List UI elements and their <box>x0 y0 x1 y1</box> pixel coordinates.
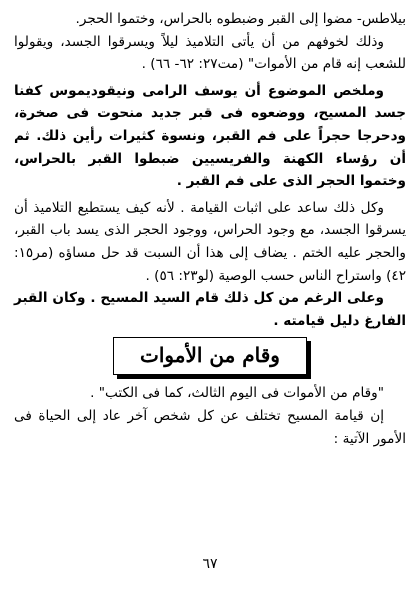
paragraph-conclusion: وعلى الرغم من كل ذلك قام السيد المسيح . وكان القبر الفارغ دليل قيامته . <box>14 290 406 329</box>
page-body <box>14 8 406 450</box>
paragraph-continuation: بيلاطس- مضوا إلى القبر وضبطوه بالحراس، وختموا الحجر. <box>75 11 406 27</box>
page-number: ٦٧ <box>202 556 218 572</box>
paragraph-differences-intro: إن قيامة المسيح تختلف عن كل شخص آخر عاد إلى الحياة فى الأمور الآتية : <box>14 407 406 447</box>
paragraph-creed-quote: "وقام من الأموات فى اليوم الثالث، كما فى الكتب" . <box>90 385 384 402</box>
paragraph-fear-of-theft: وذلك لخوفهم من أن يأتى التلاميذ ليلاً ويسرقوا الجسد، ويقولوا للشعب إنه قام من الأموات" (مت٢٧: ٦٢- ٦٦) . <box>14 33 406 73</box>
paragraph-summary: وملخص الموضوع أن يوسف الرامى ونيقوديموس كفنا جسد المسيح، ووضعوه فى قبر جديد منحوت فى صخرة، ودحرجا حجراً على فم القبر، ونسوة كثيرات رأين ذلك. ثم أن رؤساء الكهنة والفريسيين ضبطوا القبر بالحراس، وختموا الحجر الذى على فم القبر . <box>14 82 406 190</box>
paragraph-evidence: وكل ذلك ساعد على اثبات القيامة . لأنه كيف يستطيع التلاميذ أن يسرقوا الجسد، مع وجود الحراس، ووجود الحجر الذى يسد باب القبر، والحجر عليه الختم . يضاف إلى هذا أن السبت قد حل مساؤه (مر١٥: ٤٢) واستراح الناس حسب الوصية (لو٢٣: ٥٦) . <box>14 199 406 284</box>
section-heading: وقام من الأموات <box>113 337 307 375</box>
section-heading-container <box>14 337 406 375</box>
